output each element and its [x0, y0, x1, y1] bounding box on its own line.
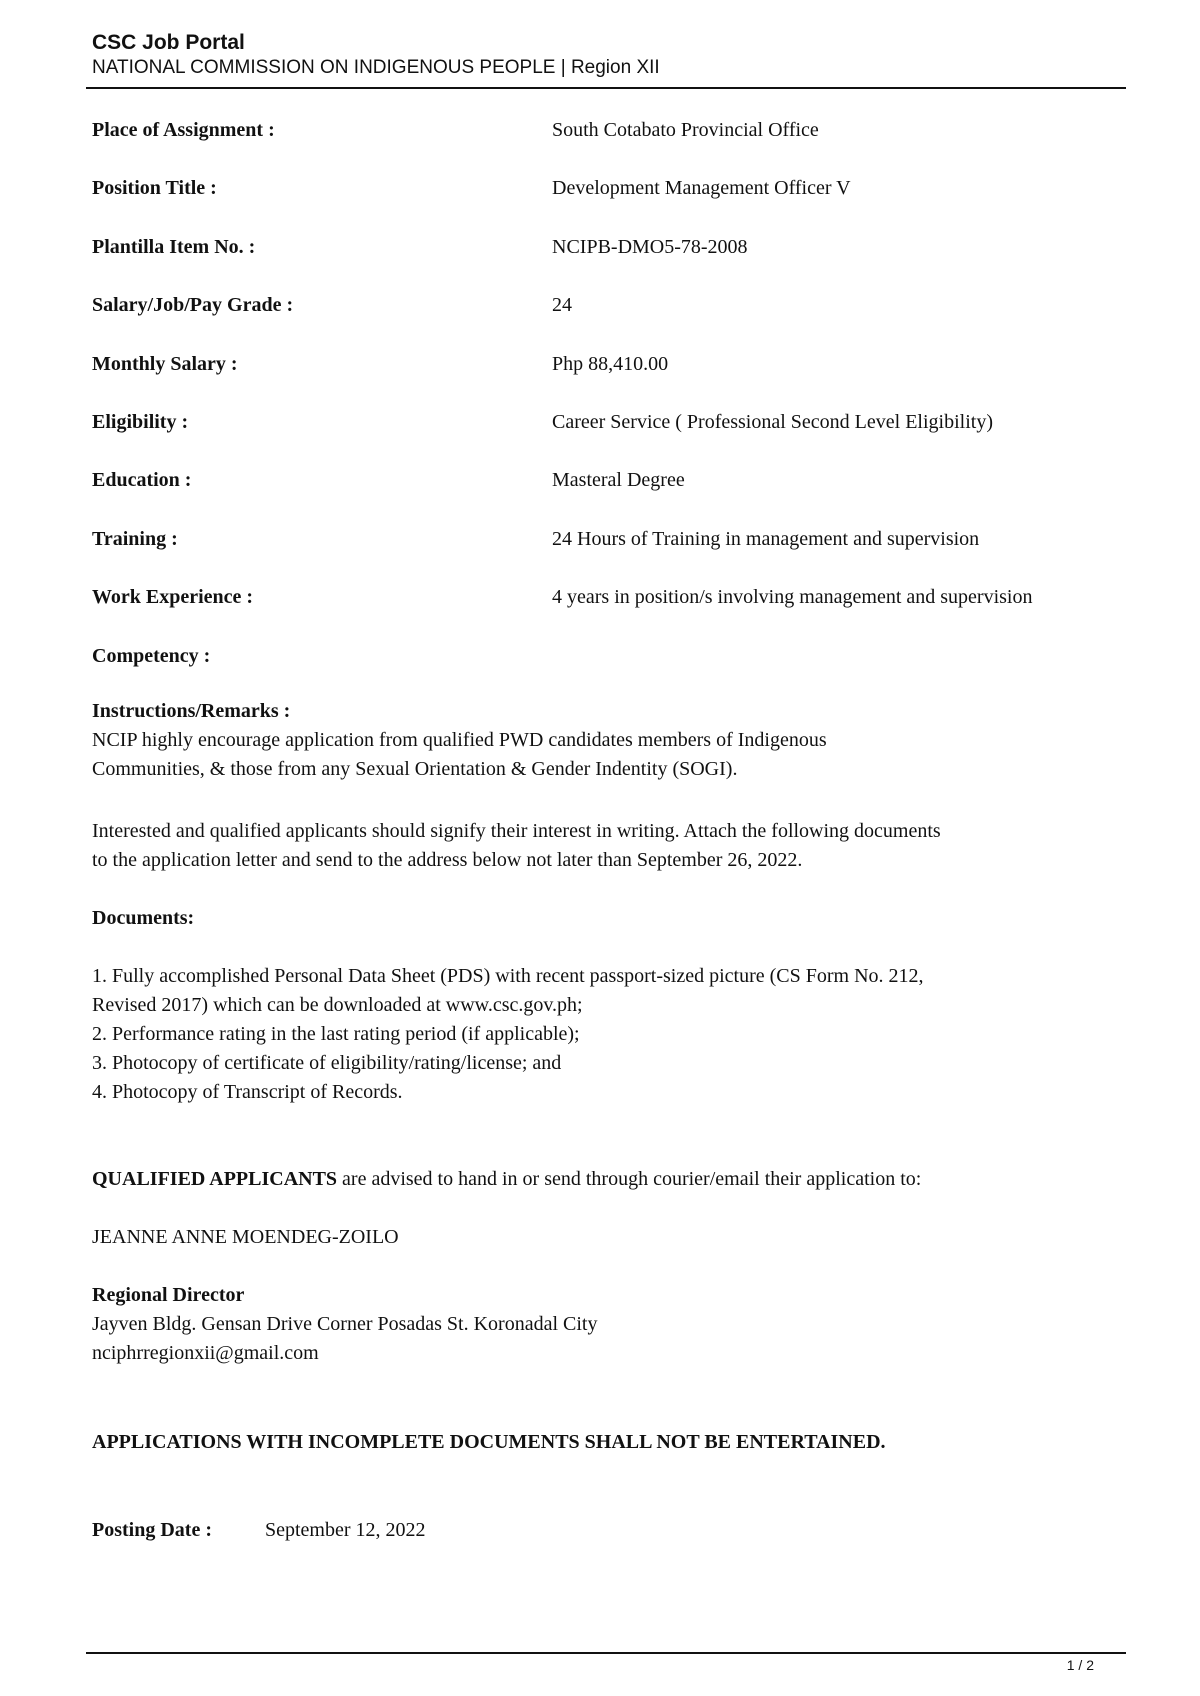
footer-divider — [86, 1652, 1126, 1654]
agency-region-line: NATIONAL COMMISSION ON INDIGENOUS PEOPLE | Region XII — [92, 57, 660, 78]
instructions-line: NCIP highly encourage application from qualified PWD candidates members of Indigenous — [92, 729, 827, 751]
interest-line: Interested and qualified applicants should signify their interest in writing. Attach the following documents — [92, 820, 941, 842]
place-of-assignment-value: South Cotabato Provincial Office — [552, 119, 819, 141]
list-item: 3. Photocopy of certificate of eligibility/rating/license; and — [92, 1052, 562, 1074]
instructions-line: Communities, & those from any Sexual Orientation & Gender Indentity (SOGI). — [92, 758, 738, 780]
interest-paragraph — [92, 817, 1092, 875]
list-item: 4. Photocopy of Transcript of Records. — [92, 1081, 403, 1103]
list-item: 2. Performance rating in the last rating period (if applicable); — [92, 1023, 580, 1045]
position-title-value: Development Management Officer V — [552, 177, 851, 199]
salary-grade-value: 24 — [552, 294, 572, 316]
incomplete-documents-warning: APPLICATIONS WITH INCOMPLETE DOCUMENTS SHALL NOT BE ENTERTAINED. — [92, 1431, 886, 1453]
instructions-section — [92, 697, 1092, 784]
posting-date-label: Posting Date : — [92, 1519, 212, 1541]
competency-label: Competency : — [92, 645, 211, 667]
list-item: 1. Fully accomplished Personal Data Sheet (PDS) with recent passport-sized picture (CS Form No. 212, — [92, 965, 924, 987]
page-number: 1 / 2 — [1066, 1657, 1094, 1673]
contact-name: JEANNE ANNE MOENDEG-ZOILO — [92, 1226, 399, 1248]
plantilla-item-label: Plantilla Item No. : — [92, 236, 256, 258]
header-divider — [86, 87, 1126, 89]
qualified-applicants-heading: QUALIFIED APPLICANTS — [92, 1168, 338, 1190]
contact-block — [92, 1281, 1092, 1368]
eligibility-value: Career Service ( Professional Second Level Eligibility) — [552, 411, 993, 433]
qualified-applicants-text: are advised to hand in or send through courier/email their application to: — [337, 1168, 922, 1190]
page-header — [92, 30, 1124, 80]
training-label: Training : — [92, 528, 178, 550]
interest-line: to the application letter and send to the address below not later than September 26, 2022. — [92, 849, 803, 871]
portal-title: CSC Job Portal — [92, 31, 245, 54]
education-label: Education : — [92, 469, 192, 491]
documents-label: Documents: — [92, 907, 195, 929]
training-value: 24 Hours of Training in management and supervision — [552, 528, 980, 550]
position-title-label: Position Title : — [92, 177, 217, 199]
documents-list — [92, 962, 1092, 1107]
qualified-applicants-paragraph — [92, 1165, 1092, 1194]
monthly-salary-label: Monthly Salary : — [92, 353, 238, 375]
work-experience-value: 4 years in position/s involving management and supervision — [552, 586, 1033, 608]
contact-email[interactable]: nciphrregionxii@gmail.com — [92, 1342, 319, 1364]
list-item: Revised 2017) which can be downloaded at www.csc.gov.ph; — [92, 994, 583, 1016]
plantilla-item-value: NCIPB-DMO5-78-2008 — [552, 236, 748, 258]
place-of-assignment-label: Place of Assignment : — [92, 119, 275, 141]
monthly-salary-value: Php 88,410.00 — [552, 353, 669, 375]
instructions-label: Instructions/Remarks : — [92, 700, 291, 722]
contact-title: Regional Director — [92, 1284, 245, 1306]
contact-address: Jayven Bldg. Gensan Drive Corner Posadas St. Koronadal City — [92, 1313, 598, 1335]
education-value: Masteral Degree — [552, 469, 685, 491]
work-experience-label: Work Experience : — [92, 586, 254, 608]
eligibility-label: Eligibility : — [92, 411, 189, 433]
salary-grade-label: Salary/Job/Pay Grade : — [92, 294, 294, 316]
posting-date-value: September 12, 2022 — [265, 1519, 426, 1541]
